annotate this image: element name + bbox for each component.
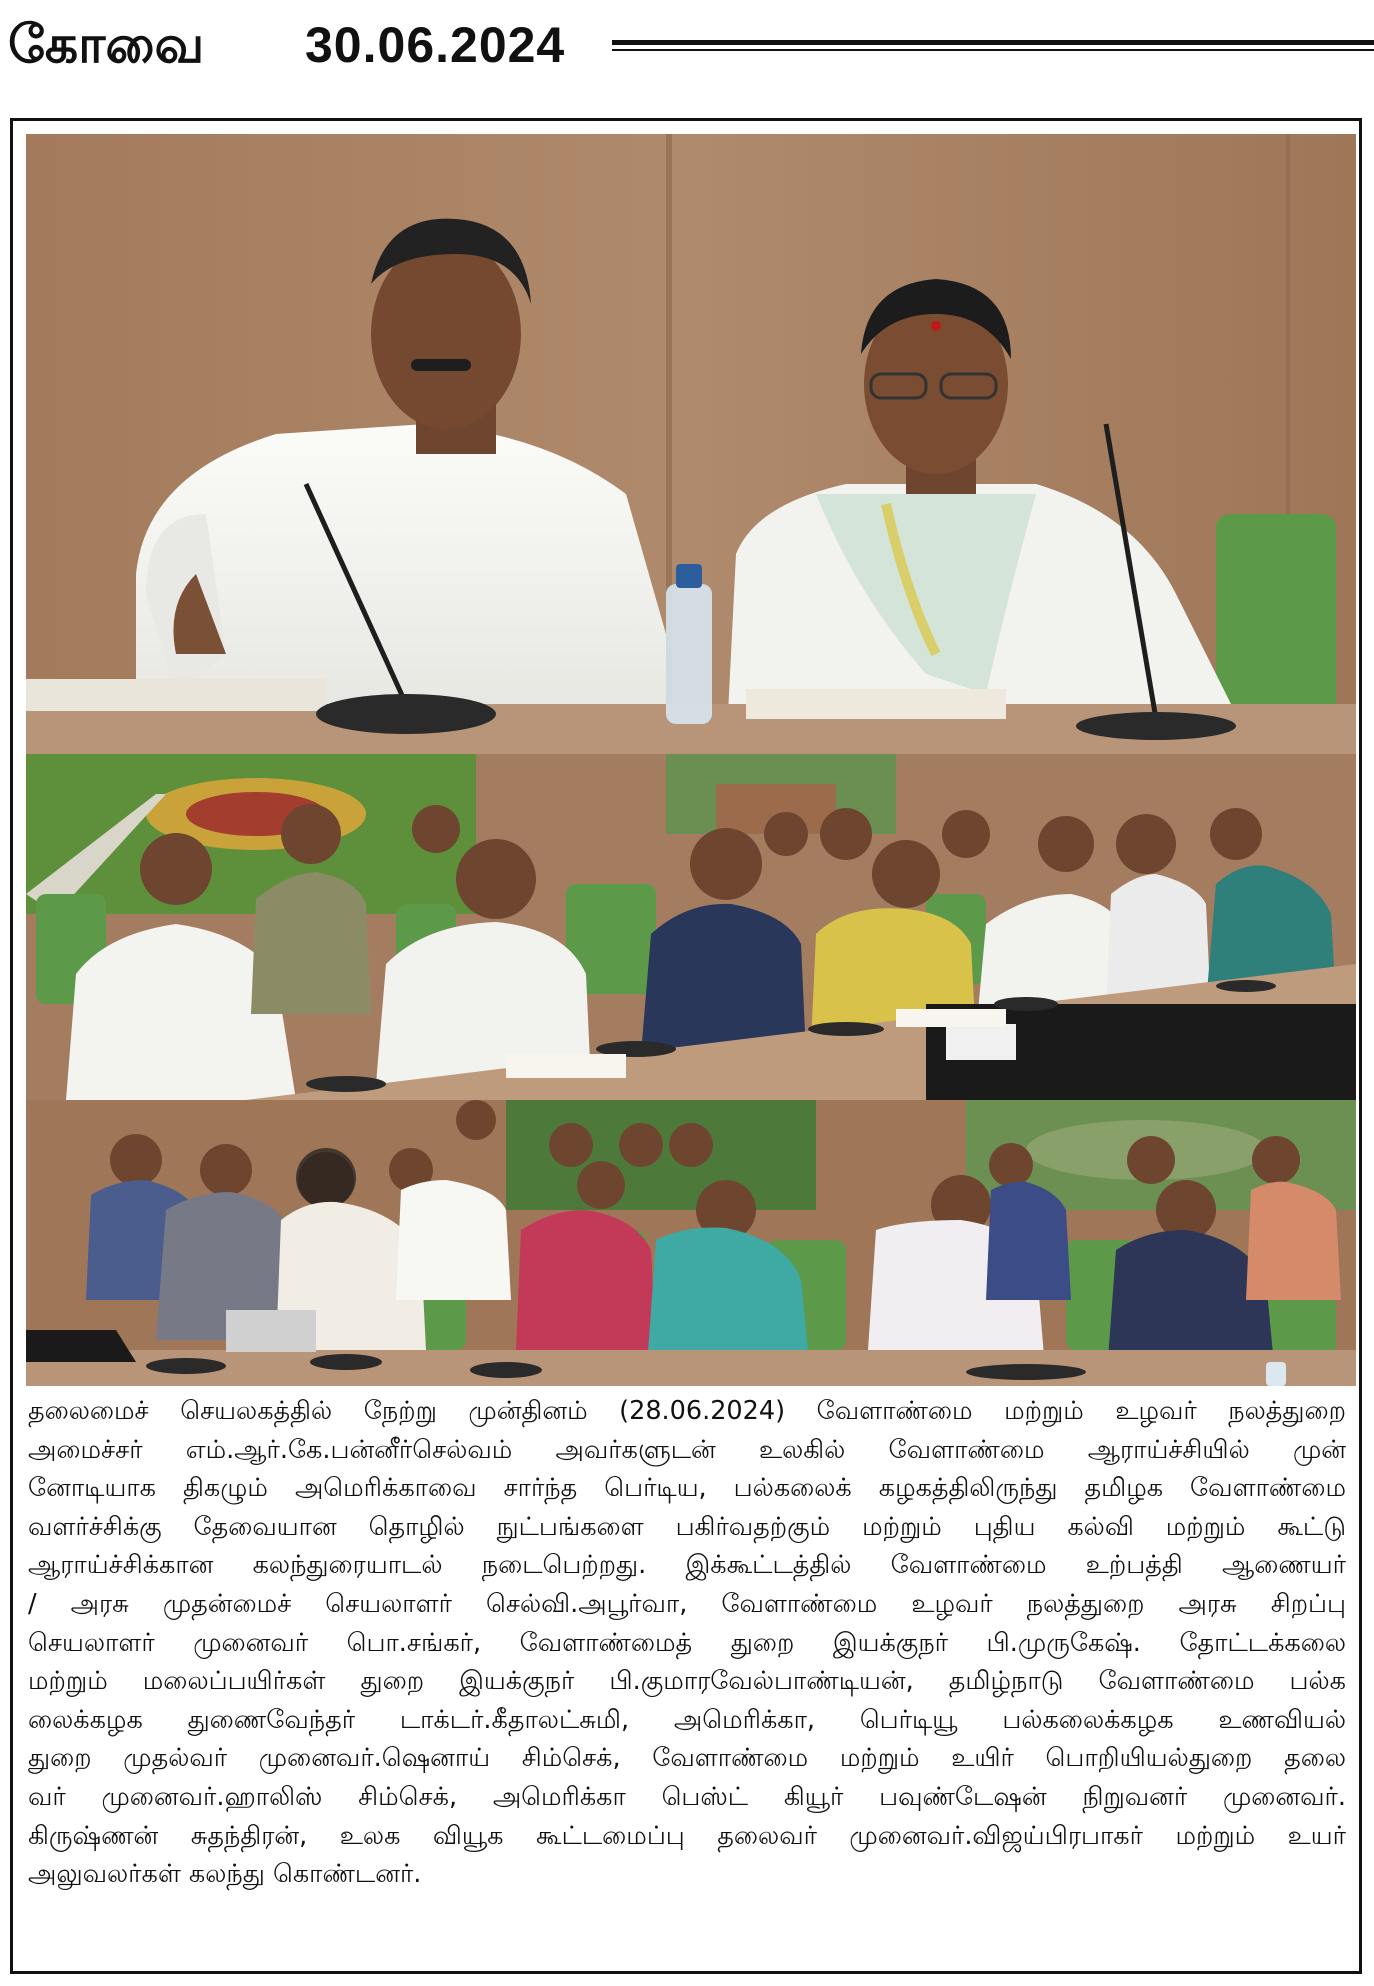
caption-line: அமைச்சர் எம்.ஆர்.கே.பன்னீர்செல்வம் அவர்களுடன் உலகில் வேளாண்மை ஆராய்ச்சியில் முன் (28, 1434, 1346, 1465)
caption-line: லைக்கழக துணைவேந்தர் டாக்டர்.கீதாலட்சுமி, அமெரிக்கா, பெர்டியூ பல்கலைக்கழக உணவியல் (28, 1704, 1346, 1735)
news-caption (28, 1392, 1346, 1894)
caption-line: தலைமைச் செயலகத்தில் நேற்று முன்தினம் (28.06.2024) வேளாண்மை மற்றும் உழவர் நலத்துறை (28, 1396, 1346, 1426)
edition-city: கோவை (8, 15, 205, 75)
officials-conference-photo (26, 754, 1356, 1100)
page-header (0, 0, 1374, 100)
caption-line: வர் முனைவர்.ஹாலிஸ் சிம்செக், அமெரிக்கா பெஸ்ட் கியூர் பவுண்டேஷன் நிறுவனர் முனைவர். (28, 1781, 1346, 1812)
caption-line: னோடியாக திகழும் அமெரிக்காவை சார்ந்த பெர்டிய, பல்கலைக் கழகத்திலிருந்து தமிழக வேளாண்மை (28, 1473, 1346, 1504)
caption-line: மற்றும் மலைப்பயிர்கள் துறை இயக்குநர் பி.குமாரவேல்பாண்டியன், தமிழ்நாடு வேளாண்மை பல்க (28, 1666, 1346, 1697)
edition-date: 30.06.2024 (305, 17, 566, 73)
caption-line: கிருஷ்ணன் சுதந்திரன், உலக வியூக கூட்டமைப்பு தலைவர் முனைவர்.விஜய்பிரபாகர் மற்றும் உயர் (28, 1820, 1346, 1851)
caption-line: அலுவலர்கள் கலந்து கொண்டனர். (28, 1859, 422, 1890)
caption-line: ஆராய்ச்சிக்கான கலந்துரையாடல் நடைபெற்றது. இக்கூட்டத்தில் வேளாண்மை உற்பத்தி ஆணையர் (28, 1550, 1346, 1581)
caption-line: வளர்ச்சிக்கு தேவையான தொழில் நுட்பங்களை பகிர்வதற்கும் மற்றும் புதிய கல்வி மற்றும் கூட்டு (28, 1511, 1346, 1542)
caption-line: செயலாளர் முனைவர் பொ.சங்கர், வேளாண்மைத் துறை இயக்குநர் பி.முருகேஷ். தோட்டக்கலை (28, 1627, 1346, 1658)
delegates-meeting-photo (26, 1100, 1356, 1386)
caption-line: துறை முதல்வர் முனைவர்.ஷெனாய் சிம்செக், வேளாண்மை மற்றும் உயிர் பொறியியல்துறை தலை (28, 1743, 1346, 1774)
minister-meeting-photo (26, 134, 1356, 754)
header-rule (612, 40, 1374, 52)
caption-line: / அரசு முதன்மைச் செயலாளர் செல்வி.அபூர்வா, வேளாண்மை உழவர் நலத்துறை அரசு சிறப்பு (28, 1588, 1346, 1619)
